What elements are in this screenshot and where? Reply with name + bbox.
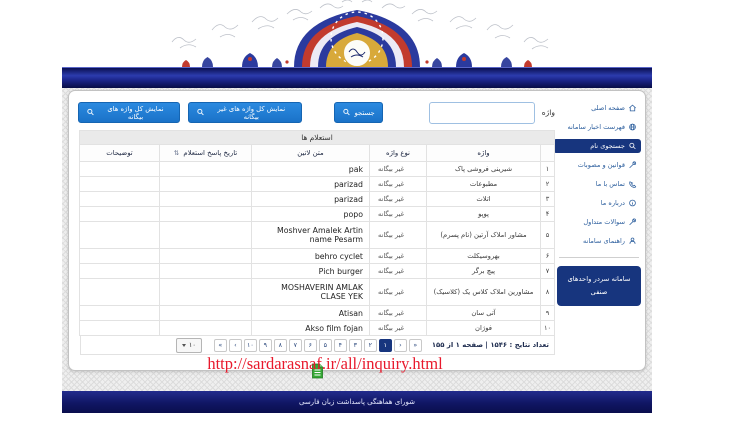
pagination-first-button[interactable]: « [409,339,422,352]
sidebar-item-news[interactable] [553,120,641,134]
show-all-foreign-words-button[interactable]: نمایش کل واژه های بیگانه [78,102,180,123]
pagination-last-button[interactable]: » [214,339,227,352]
sidebar-nav [553,101,641,306]
search-button[interactable]: جستجو [334,102,383,123]
column-header-latin: متن لاتین [252,145,370,162]
sidebar-divider [559,257,639,258]
news-globe-icon [628,123,637,131]
pagination-page-button[interactable]: ۵ [319,339,332,352]
table-title: استعلام ها [80,131,555,145]
search-icon [196,108,205,118]
word-label: واژه [541,108,555,117]
table-row: ۸ مشاورین املاک کلاس یک (کلاسیک) غیر بیگانه MOSHAVERIN AMLAK CLASE YEK [80,279,555,306]
table-row: ۶ بهروسیکلت غیر بیگانه behro cyclet [80,249,555,264]
footer-text: شورای هماهنگی پاسداشت زبان فارسی [298,398,416,406]
sidebar-item-home[interactable] [553,101,641,115]
pagination-page-button[interactable]: ۳ [349,339,362,352]
table-row: ۳ اتلات غیر بیگانه parizad [80,192,555,207]
sidebar-item-guide[interactable] [553,234,641,248]
inquiries-table [79,130,555,336]
phone-icon [628,180,637,188]
table-row: ۱۰ فوژان غیر بیگانه Akso film fojan [80,321,555,336]
table-row: ۵ مشاور املاک آرتین (نام پسرم) غیر بیگانه Moshver Amalek Artin name Pesarm [80,222,555,249]
column-header-type: نوع واژه [370,145,427,162]
search-icon [86,108,95,118]
column-header-index [541,145,555,162]
pagination-page-button[interactable]: ۶ [304,339,317,352]
sort-icon: ⇅ [173,149,180,157]
home-icon [628,104,637,112]
persian-ornament-header [62,0,652,67]
sidebar-item-about[interactable] [553,196,641,210]
results-count: تعداد نتایج : ۱۵۴۶ | صفحه ۱ از ۱۵۵ [431,341,549,349]
pagination-page-button[interactable]: ۴ [334,339,347,352]
sidebar-item-faq[interactable] [553,215,641,229]
pagination-page-button[interactable]: ۱ [379,339,392,352]
column-header-date[interactable]: تاریخ پاسخ استعلام ⇅ [160,145,252,162]
storefront-system-button[interactable]: سامانه سردر واحدهای صنفی [557,266,641,306]
sidebar-item-label: صفحه اصلی [591,104,625,112]
sidebar-item-label: جستجوی نام [590,142,625,150]
show-all-non-foreign-words-button[interactable]: نمایش کل واژه های غیر بیگانه [188,102,301,123]
pagination-page-button[interactable]: ۲ [364,339,377,352]
guide-person-icon [628,237,637,245]
sidebar-item-label: قوانین و مصوبات [577,161,625,169]
chevron-down-icon [182,344,186,347]
table-header-row [80,145,555,162]
pagination-page-button[interactable]: ۹ [259,339,272,352]
search-controls [78,100,555,125]
sidebar-item-label: راهنمای سامانه [582,237,625,245]
sidebar-item-name-search[interactable] [553,139,641,153]
table-row: ۱ شیرینی فروشی پاک غیر بیگانه pak [80,162,555,177]
main-content [78,97,555,383]
content-card [68,90,646,371]
pagination-prev-button[interactable]: ‹ [394,339,407,352]
sidebar-item-label: تماس با ما [595,180,625,188]
top-navy-bar [62,67,652,88]
sidebar-item-label: سوالات متداول [583,218,625,226]
table-row: ۴ پوپو غیر بیگانه popo [80,207,555,222]
faq-icon [628,218,637,226]
footer-bar [62,391,652,413]
pagination-page-button[interactable]: ۱۰ [244,339,257,352]
tools-icon [628,161,637,169]
sidebar-item-contact[interactable] [553,177,641,191]
table-row: ۷ پیچ برگر غیر بیگانه Pich burger [80,264,555,279]
table-row: ۲ مطبوعات غیر بیگانه parizad [80,177,555,192]
sidebar-item-laws[interactable] [553,158,641,172]
table-row: ۹ آتی سان غیر بیگانه Atisan [80,306,555,321]
page-viewport [62,0,652,413]
pagination-page-button[interactable]: ۷ [289,339,302,352]
inquiry-url-link[interactable]: http://sardarasnaf.ir/all/inquiry.html [207,354,443,373]
pagination-bar [80,336,555,355]
sidebar-item-label: درباره ما [600,199,625,207]
sidebar-item-label: فهرست اخبار سامانه [567,123,625,131]
search-icon [342,108,351,118]
pagination-next-button[interactable]: › [229,339,242,352]
column-header-word: واژه [427,145,541,162]
pagination-page-button[interactable]: ۸ [274,339,287,352]
word-search-input[interactable] [429,102,535,124]
search-icon [628,142,637,150]
info-icon [628,199,637,207]
page-size-select[interactable]: ۱۰ [176,338,202,353]
column-header-notes: توضیحات [80,145,160,162]
